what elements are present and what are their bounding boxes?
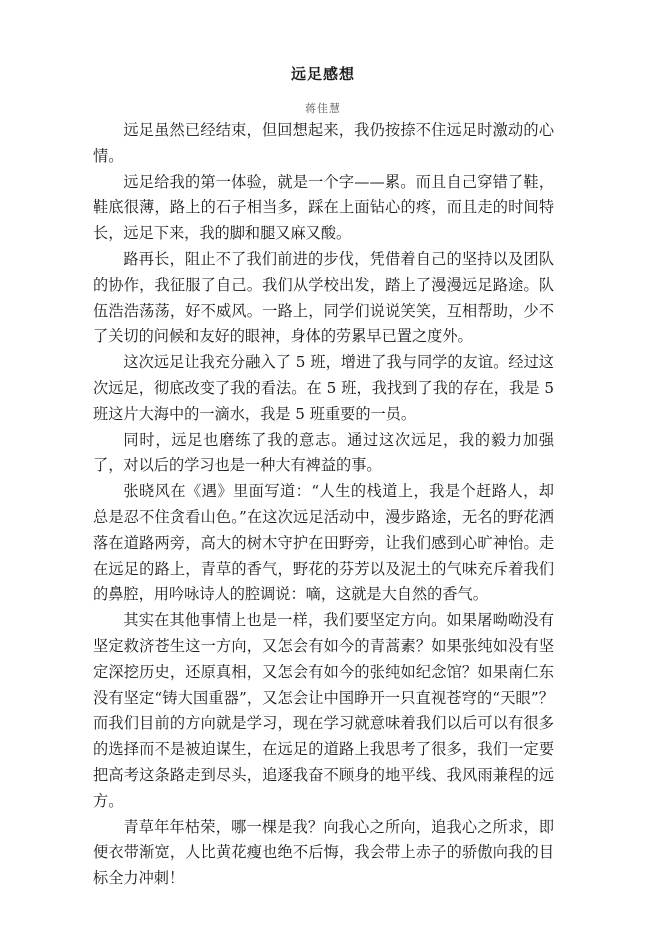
- paragraph-7: 其实在其他事情上也是一样，我们要坚定方向。如果屠呦呦没有坚定救济苍生这一方向，又怎会有如今的青蒿素？如果张纯如没有坚定深挖历史，还原真相，又怎会有如今的张纯如纪念馆？如果南仁东没有坚定“铸大国重器”，又怎会让中国睁开一只直视苍穹的“天眼”？而我们目前的方向就是学习，现在学习就意味着我们以后可以有很多的选择而不是被迫谋生，在远足的道路上我思考了很多，我们一定要把高考这条路走到尽头，追逐我奋不顾身的地平线、我风雨兼程的远方。: [93, 611, 554, 810]
- paragraph-3: 路再长，阻止不了我们前进的步伐，凭借着自己的坚持以及团队的协作，我征服了自己。我们从学校出发，踏上了漫漫远足路途。队伍浩浩荡荡，好不威风。一路上，同学们说说笑笑，互相帮助，少不了关切的问候和友好的眼神，身体的劳累早已置之度外。: [93, 249, 554, 346]
- paragraph-6: 张晓风在《遇》里面写道：“人生的栈道上，我是个赶路人，却总是忍不住贪看山色。”在这次远足活动中，漫步路途，无名的野花洒落在道路两旁，高大的树木守护在田野旁，让我们感到心旷神怡。走在远足的路上，青草的香气，野花的芬芳以及泥土的气味充斥着我们的鼻腔，用吟咏诗人的腔调说：嘀，这就是大自然的香气。: [93, 482, 554, 604]
- paragraph-5: 同时，远足也磨练了我的意志。通过这次远足，我的毅力加强了，对以后的学习也是一种大有裨益的事。: [93, 430, 554, 475]
- paragraph-4: 这次远足让我充分融入了 5 班，增进了我与同学的友谊。经过这次远足，彻底改变了我的看法。在 5 班，我找到了我的存在，我是 5 班这片大海中的一滴水，我是 5 班重要的一员。: [93, 353, 554, 423]
- paragraph-2: 远足给我的第一体验，就是一个字——累。而且自己穿错了鞋，鞋底很薄，路上的石子相当多，踩在上面钻心的疼，而且走的时间特长，远足下来，我的脚和腿又麻又酸。: [93, 172, 554, 243]
- paragraph-1: 远足虽然已经结束，但回想起来，我仍按捺不住远足时激动的心情。: [93, 121, 554, 165]
- document-body: [93, 118, 554, 892]
- document-title: 远足感想: [290, 65, 355, 83]
- paragraph-8: 青草年年枯荣，哪一棵是我？向我心之所向，追我心之所求，即便衣带渐宽，人比黄花瘦也绝不后悔，我会带上赤子的骄傲向我的目标全力冲刺！: [93, 817, 554, 888]
- document-author: 蒋佳慧: [305, 102, 341, 115]
